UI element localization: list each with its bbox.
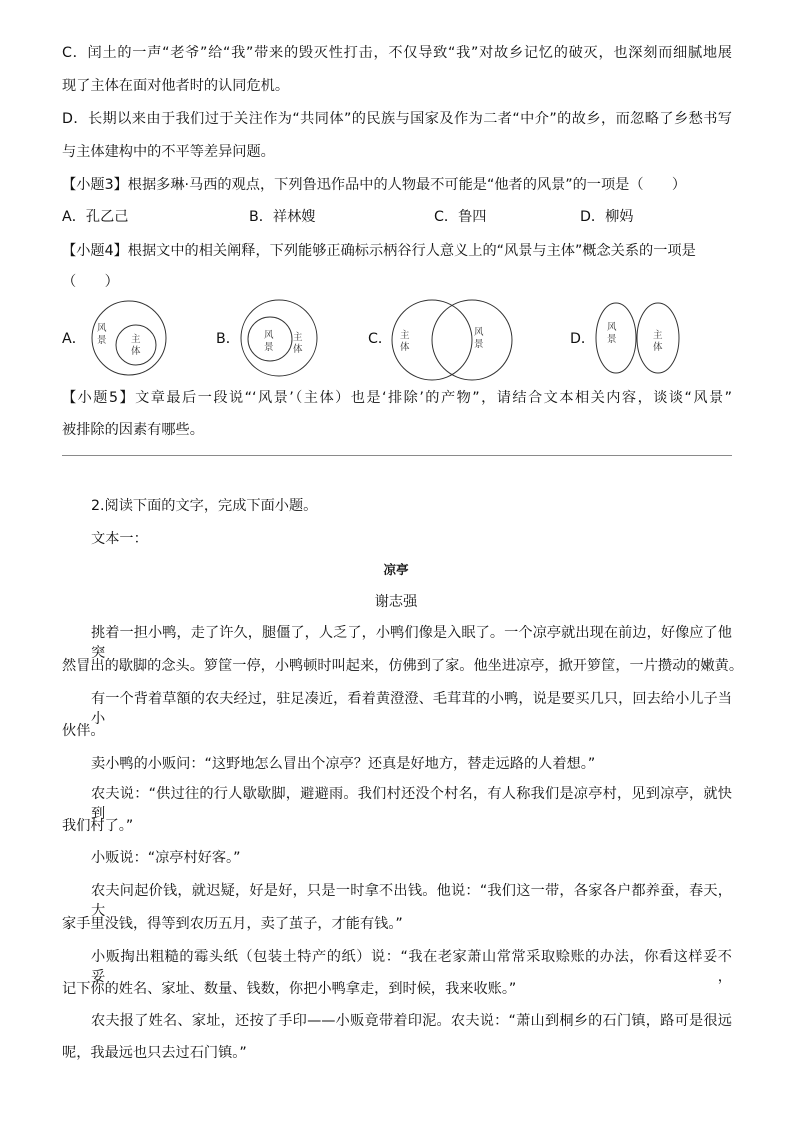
article-author: 谢志强 [374, 594, 418, 610]
diagram-d-right-label-2: 体 [653, 342, 663, 353]
paragraph-7-line-2: 记下你的姓名、家址、数量、钱数，你把小鸭拿走，到时候，我来收账。” [62, 981, 517, 997]
q4-diagram-b [235, 298, 325, 378]
diagram-b-outer-label-2: 体 [293, 344, 303, 355]
paragraph-3-line-1: 卖小鸭的小贩问：“这野地怎么冒出个凉亭？还真是好地方，替走远路的人着想。” [91, 756, 596, 772]
q3-option-d: D．柳妈 [580, 209, 634, 225]
diagram-a-inner-circle [116, 325, 156, 365]
q5-line2: 被排除的因素有哪些。 [62, 422, 204, 438]
diagram-c-left-label-1: 主 [400, 330, 410, 341]
q3-stem: 【小题3】根据多琳·马西的观点，下列鲁迅作品中的人物最不可能是“他者的风景”的一项是（ ） [62, 177, 687, 193]
section2-instruction: 2.阅读下面的文字，完成下面小题。 [91, 498, 318, 514]
q4-option-b-label: B． [216, 331, 240, 347]
q4-option-c-label: C． [368, 331, 393, 347]
paragraph-1-line-1: 挑着一担小鸭，走了许久，腿僵了，人乏了，小鸭们像是入眠了。一个凉亭就出现在前边，好像应了他突 [91, 625, 732, 661]
section-divider [62, 455, 732, 456]
option-d-line1: D．长期以来由于我们过于关注作为“共同体”的民族与国家及作为二者“中介”的故乡，而忽略了乡愁书写 [62, 111, 732, 127]
q4-diagram-c [390, 298, 520, 382]
paragraph-7-line-1: 小贩掏出粗糙的霉头纸（包装土特产的纸）说：“我在老家萧山常常采取赊账的办法，你看这样妥不妥， [91, 949, 732, 985]
q4-answer-paren: （ ） [62, 274, 119, 290]
paragraph-4-line-2: 我们村了。” [62, 818, 134, 834]
paragraph-8-line-1: 农夫报了姓名、家址，还按了手印——小贩竟带着印泥。农夫说：“萧山到桐乡的石门镇，路可是很远 [91, 1013, 732, 1029]
diagram-d-left-label-2: 景 [607, 334, 617, 345]
diagram-d-right-label-1: 主 [653, 330, 663, 341]
diagram-a-inner-label-2: 体 [131, 346, 141, 357]
diagram-b-inner-label-1: 风 [264, 330, 274, 341]
paragraph-8-line-2: 呢，我最远也只去过石门镇。” [62, 1045, 247, 1061]
diagram-b-outer-label-1: 主 [293, 332, 303, 343]
q5-line1: 【小题5】文章最后一段说“‘风景’（主体）也是‘排除’的产物”，请结合文本相关内容，谈谈“风景” [62, 390, 732, 406]
q4-option-a-label: A． [62, 331, 86, 347]
option-c-line2: 现了主体在面对他者时的认同危机。 [62, 78, 290, 94]
diagram-c-right-label-2: 景 [474, 339, 484, 350]
diagram-a-outer-label-2: 景 [97, 335, 107, 346]
q4-stem: 【小题4】根据文中的相关阐释，下列能够正确标示柄谷行人意义上的“风景与主体”概念关系的一项是 [62, 243, 696, 259]
diagram-c-left-label-2: 体 [400, 342, 410, 353]
diagram-a-inner-label-1: 主 [131, 334, 141, 345]
option-c-line1: C．闰土的一声“老爷”给“我”带来的毁灭性打击，不仅导致“我”对故乡记忆的破灭，也深刻而细腻地展 [62, 45, 732, 61]
diagram-c-right-label-1: 风 [474, 327, 484, 338]
paragraph-4-line-1: 农夫说：“供过往的行人歇歇脚，避避雨。我们村还没个村名，有人称我们是凉亭村，见到凉亭，就快到 [91, 786, 732, 822]
diagram-d-left-label-1: 风 [607, 322, 617, 333]
q3-option-c: C．鲁四 [434, 209, 487, 225]
q3-option-b: B．祥林嫂 [249, 209, 316, 225]
q3-option-a: A．孔乙己 [62, 209, 129, 225]
paragraph-6-line-2: 家手里没钱，得等到农历五月，卖了茧子，才能有钱。” [62, 916, 403, 932]
q4-diagram-d [595, 300, 685, 380]
paragraph-6-line-1: 农夫问起价钱，就迟疑，好是好，只是一时拿不出钱。他说：“我们这一带，各家各户都养蚕，春天，大 [91, 883, 732, 919]
paragraph-2-line-2: 伙伴。 [62, 723, 105, 739]
text-one-label: 文本一： [91, 531, 148, 547]
diagram-b-inner-label-2: 景 [264, 342, 274, 353]
article-title: 凉亭 [383, 562, 409, 577]
paragraph-5-line-1: 小贩说：“凉亭村好客。” [91, 850, 241, 866]
q4-diagram-a [84, 298, 174, 378]
q4-option-d-label: D． [570, 331, 596, 347]
paragraph-1-line-2: 然冒出的歇脚的念头。箩筐一停，小鸭顿时叫起来，仿佛到了家。他坐进凉亭，掀开箩筐，一片攒动的嫩黄。 [62, 658, 744, 674]
diagram-a-outer-label-1: 风 [97, 323, 107, 334]
paragraph-2-line-1: 有一个背着草額的农夫经过，驻足凑近，看着黄澄澄、毛茸茸的小鸭，说是要买几只，回去给小儿子当小 [91, 691, 732, 727]
option-d-line2: 与主体建构中的不平等差异问题。 [62, 144, 275, 160]
diagram-b-outer-circle [241, 300, 317, 376]
